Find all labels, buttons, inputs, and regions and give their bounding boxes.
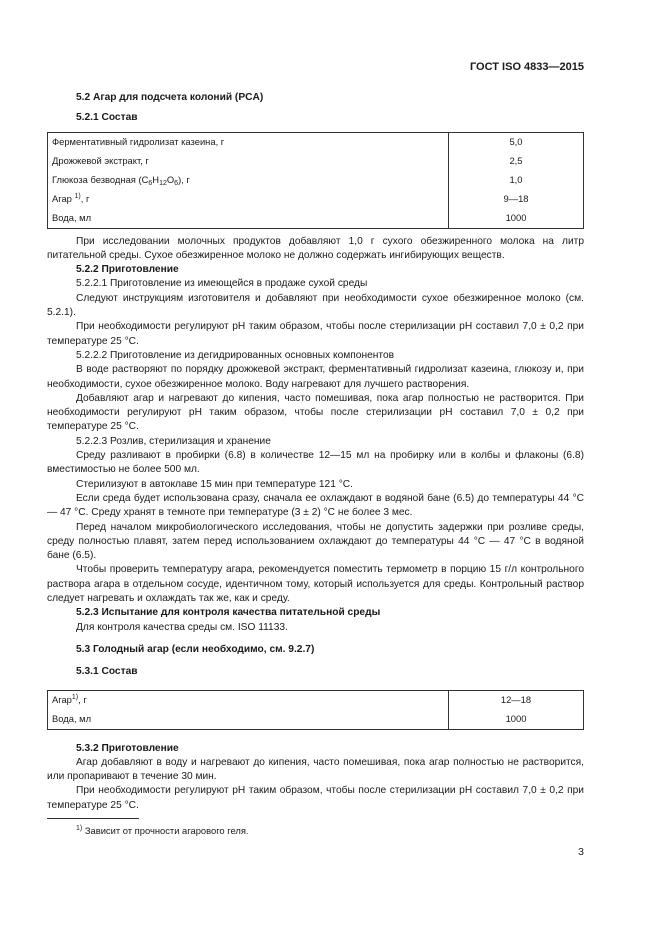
table-cell-value: 12—18 xyxy=(449,690,584,710)
table-cell-value: 2,5 xyxy=(449,152,584,171)
table-cell-value: 5,0 xyxy=(449,132,584,152)
section-5-2-1-title: 5.2.1 Состав xyxy=(76,112,138,124)
paragraph: Если среда будет использована сразу, сначала ее охлаждают в водяной бане (6.5) до температуры 44 °С — 47 °С. Среду хранят в темноте при температуре (3 ± 2) °С не более 3 мес. xyxy=(47,492,584,519)
page-number: 3 xyxy=(578,846,584,858)
section-5-3-1-title: 5.3.1 Состав xyxy=(76,666,138,678)
paragraph: При необходимости регулируют pH таким образом, чтобы после стерилизации pH составил 7,0 ± 0,2 при температуре 25 °С. xyxy=(47,785,584,811)
composition-table-pca xyxy=(47,132,584,229)
table-row xyxy=(48,152,584,171)
table-cell-name: Вода, мл xyxy=(48,209,449,229)
table-cell-name: Агар $^{1)}$, г xyxy=(48,190,449,209)
section-5-2-title: 5.2 Агар для подсчета колоний (PCA) xyxy=(76,92,264,103)
paragraph: Среду разливают в пробирки (6.8) в количестве 12—15 мл на пробирку или в колбы и флаконы (6.8) вместимостью не более 500 мл. xyxy=(47,450,584,476)
table-cell-name: Ферментативный гидролизат казеина, г xyxy=(48,132,449,152)
paragraph: Чтобы проверить температуру агара, рекомендуется поместить термометр в порцию 15 г/л контрольного раствора агара в отдельном сосуде, идентичном тому, который используется для среды. Контрольный раствор следует нагревать и охлаждать так же, как и среду. xyxy=(47,564,584,605)
footnote-ref: 1) xyxy=(74,192,81,200)
footnote-divider xyxy=(47,818,139,819)
footnote: $^{1)}$ Зависит от прочности агарового геля. xyxy=(76,825,249,836)
table-cell-value: 1000 xyxy=(449,209,584,229)
table-cell-value: 9—18 xyxy=(449,190,584,209)
document-code: ГОСТ ISO 4833—2015 xyxy=(469,61,584,73)
footnote-ref: 1) xyxy=(71,693,79,701)
table-row xyxy=(48,209,584,229)
subsection-5-2-2-3: 5.2.2.3 Розлив, стерилизация и хранение xyxy=(76,435,271,447)
composition-table-starvation xyxy=(47,690,584,730)
section-5-3-2-title: 5.3.2 Приготовление xyxy=(76,742,179,754)
table-row xyxy=(48,171,584,190)
section-5-2-2-title: 5.2.2 Приготовление xyxy=(76,264,179,276)
table-cell-name: Вода, мл xyxy=(48,710,449,730)
section-5-3-title: 5.3 Голодный агар (если необходимо, см. 9.2.7) xyxy=(76,643,315,655)
table-cell-name: Агар$^{1)}$, г xyxy=(48,690,449,710)
paragraph: Стерилизуют в автоклаве 15 мин при температуре 121 °С. xyxy=(76,478,353,490)
document-body xyxy=(47,91,584,813)
table-cell-value: 1,0 xyxy=(449,171,584,190)
table-row xyxy=(48,190,584,209)
section-5-2-3-title: 5.2.3 Испытание для контроля качества питательной среды xyxy=(76,607,381,619)
table-row xyxy=(48,132,584,152)
subsection-5-2-2-1: 5.2.2.1 Приготовление из имеющейся в продаже сухой среды xyxy=(76,278,368,290)
table-row xyxy=(48,690,584,710)
paragraph: Добавляют агар и нагревают до кипения, часто помешивая, пока агар полностью не растворится. При необходимости регулируют pH таким образом, чтобы после стерилизации pH составил 7,0 ± 0,2 при температуре 25 °С. xyxy=(47,392,584,433)
paragraph: Агар добавляют в воду и нагревают до кипения, часто помешивая, пока агар полностью не растворится, или пропаривают в течение 30 мин. xyxy=(47,756,584,783)
paragraph: Для контроля качества среды см. ISO 11133. xyxy=(76,621,288,633)
paragraph: Следуют инструкциям изготовителя и добавляют при необходимости сухое обезжиренное молоко (см. 5.2.1). xyxy=(47,292,584,319)
table-cell-name: Глюкоза безводная $(C_6H_{12}O_6)$, г xyxy=(48,171,449,190)
table-cell-name: Дрожжевой экстракт, г xyxy=(48,152,449,171)
paragraph: При необходимости регулируют pH таким образом, чтобы после стерилизации pH составил 7,0 ± 0,2 при температуре 25 °С. xyxy=(47,321,584,347)
subsection-5-2-2-2: 5.2.2.2 Приготовление из дегидрированных основных компонентов xyxy=(76,349,395,361)
table-cell-value: 1000 xyxy=(449,710,584,730)
paragraph: Перед началом микробиологического исследования, чтобы не допустить задержки при розливе среды, среду полностью плавят, затем перед использованием охлаждают до температуры 44 °С — 47 °С в водяной бане (6.5). xyxy=(47,521,584,562)
table-row xyxy=(48,710,584,730)
paragraph: При исследовании молочных продуктов добавляют 1,0 г сухого обезжиренного молока на литр питательной среды. Сухое обезжиренное молоко не должно содержать ингибирующих веществ. xyxy=(47,235,584,261)
paragraph: В воде растворяют по порядку дрожжевой экстракт, ферментативный гидролизат казеина, глюкозу и, при необходимости, сухое обезжиренное молоко. Воду нагревают для лучшего растворения. xyxy=(47,364,584,390)
